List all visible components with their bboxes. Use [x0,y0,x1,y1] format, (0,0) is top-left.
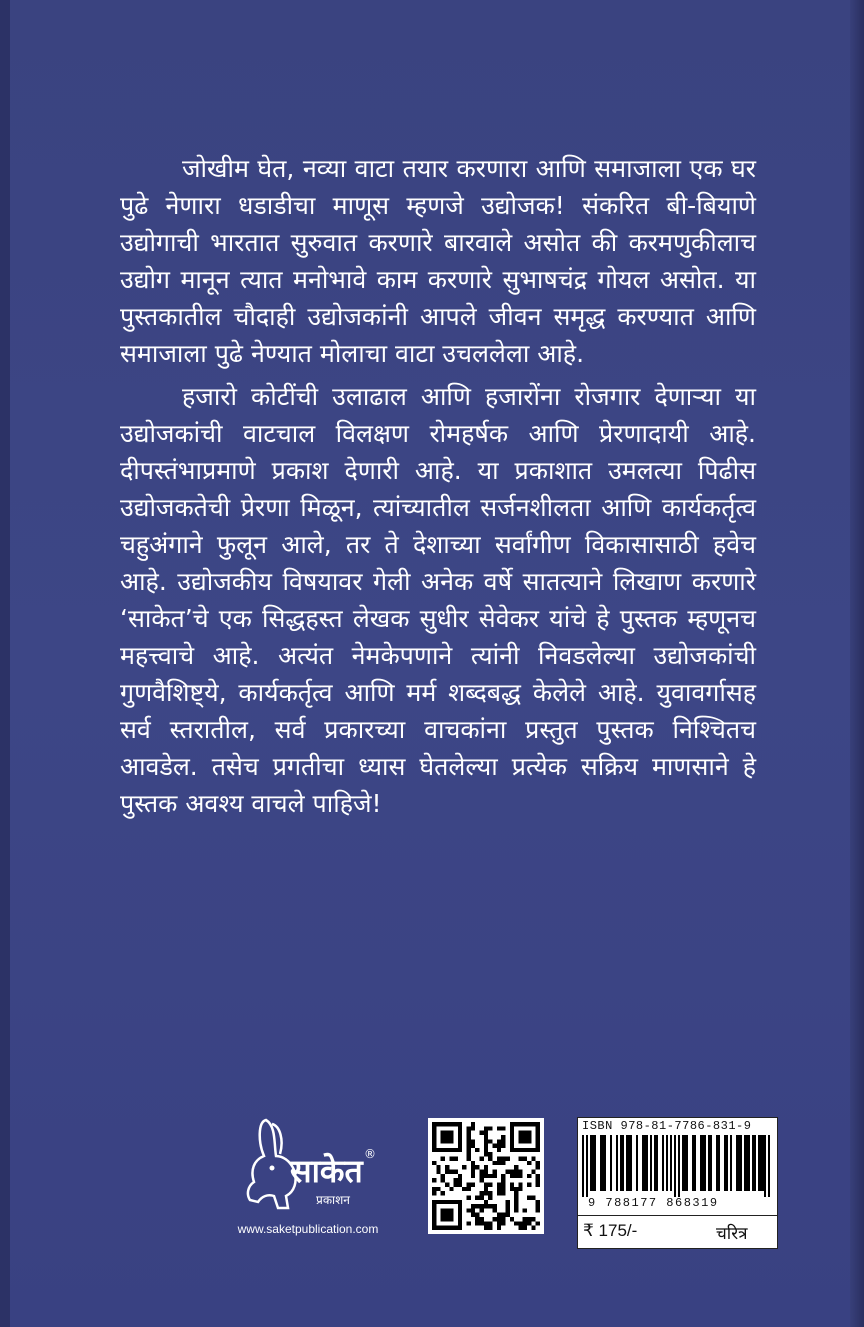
logo-text: साकेत [290,1152,363,1190]
ean-number: 9 788177 868319 [588,1196,719,1210]
blurb-paragraph-2: हजारो कोटींची उलाढाल आणि हजारोंना रोजगार देणाऱ्या या उद्योजकांची वाटचाल विलक्षण रोमहर्षक आणि प्रेरणादायी आहे. दीपस्तंभाप्रमाणे प्रकाश देणारी आहे. या प्रकाशात उमलत्या पिढीस उद्योजकतेची प्रेरणा मिळून, त्यांच्यातील सर्जनशीलता आणि कार्यकर्तृत्व चहुअंगाने फुलून आले, तर ते देशाच्या सर्वांगीण विकासासाठी हवेच आहे. उद्योजकीय विषयावर गेली अनेक वर्षे सातत्याने लिखाण करणारे ‘साकेत’चे एक सिद्धहस्त लेखक सुधीर सेवेकर यांचे हे पुस्तक म्हणूनच महत्त्वाचे आहे. अत्यंत नेमकेपणाने त्यांनी निवडलेल्या उद्योजकांची गुणवैशिष्ट्ये, कार्यकर्तृत्व आणि मर्म शब्दबद्ध केलेले आहे. युवावर्गासह सर्व स्तरातील, सर्व प्रकारच्या वाचकांना प्रस्तुत पुस्तक निश्चितच आवडेल. तसेच प्रगतीचा ध्यास घेतलेल्या प्रत्येक सक्रिय माणसाने हे पुस्तक अवश्य वाचले पाहिजे! [120,382,756,818]
price: ₹ 175/- [583,1221,638,1240]
spine-edge [0,0,10,1327]
logo-subtext: प्रकाशन [316,1193,350,1207]
blurb-text [120,150,756,828]
isbn-text: ISBN 978-81-7786-831-9 [582,1119,752,1133]
genre-label: चरित्र [716,1224,748,1244]
blurb-paragraph-1: जोखीम घेत, नव्या वाटा तयार करणारा आणि समाजाला एक घर पुढे नेणारा धडाडीचा माणूस म्हणजे उद्योजक! संकरित बी-बियाणे उद्योगाची भारतात सुरुवात करणारे बारवाले असोत की करमणुकीलाच उद्योग मानून त्यात मनोभावे काम करणारे सुभाषचंद्र गोयल असोत. या पुस्तकातील चौदाही उद्योजकांनी आपले जीवन समृद्ध करण्यात आणि समाजाला पुढे नेण्यात मोलाचा वाटा उचललेला आहे. [120,154,756,368]
publisher-logo [228,1112,388,1222]
barcode-divider [578,1215,777,1216]
registered-mark: ® [364,1147,376,1161]
barcode-bars [582,1135,772,1197]
isbn-barcode-box [577,1117,778,1249]
qr-code [428,1118,544,1234]
cover-edge [850,0,864,1327]
publisher-website: www.saketpublication.com [237,1222,379,1236]
